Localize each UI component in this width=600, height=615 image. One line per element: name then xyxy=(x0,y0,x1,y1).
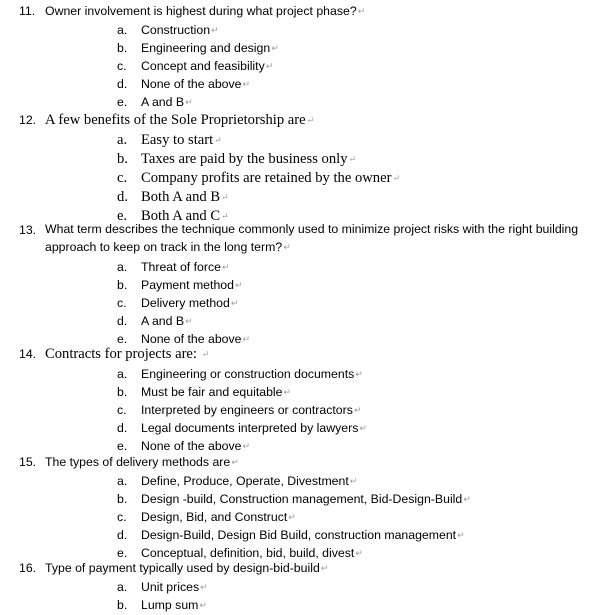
option-d: d. Legal documents interpreted by lawyers↵ xyxy=(117,421,367,435)
question-13 xyxy=(0,221,600,348)
question-15 xyxy=(0,453,600,562)
option-e: e. None of the above↵ xyxy=(117,332,251,346)
question-text: What term describes the technique commonly used to minimize project risks with the right building approach to keep on track in the long term? xyxy=(45,222,579,254)
question-number: 11. xyxy=(19,4,36,18)
question-text: Owner involvement is highest during what project phase? xyxy=(45,4,357,18)
option-b: b. Payment method↵ xyxy=(117,278,243,292)
option-a: a. Engineering or construction documents↵ xyxy=(117,367,363,381)
options-list xyxy=(0,258,600,348)
option-c: c. Company profits are retained by the owner↵ xyxy=(117,170,400,186)
question-number: 13. xyxy=(19,223,37,237)
option-a: a. Construction↵ xyxy=(117,23,219,37)
option-e: e. Conceptual, definition, bid, build, divest↵ xyxy=(117,546,363,560)
option-d: d. Design-Build, Design Bid Build, construction management↵ xyxy=(117,528,465,542)
question-text: The types of delivery methods are xyxy=(45,455,231,469)
option-b: b. Lump sum↵ xyxy=(117,598,207,612)
option-b: b. Taxes are paid by the business only↵ xyxy=(117,151,357,167)
option-c: c. Delivery method↵ xyxy=(117,296,239,310)
question-11 xyxy=(0,2,600,111)
question-number: 15. xyxy=(19,455,37,469)
option-b: b. Design -build, Construction management, Bid-Design-Build↵ xyxy=(117,492,471,506)
options-list xyxy=(0,131,600,226)
question-12 xyxy=(0,111,600,226)
question-number: 16. xyxy=(19,561,37,575)
question-text: Type of payment typically used by design-bid-build xyxy=(45,561,320,575)
option-a: a. Unit prices↵ xyxy=(117,580,208,594)
options-list xyxy=(0,21,600,111)
paragraph-mark: ↵ xyxy=(320,563,329,573)
paragraph-mark: ↵ xyxy=(306,115,315,125)
option-e: e. None of the above↵ xyxy=(117,439,251,453)
option-a: a. Threat of force↵ xyxy=(117,260,230,274)
paragraph-mark: ↵ xyxy=(283,241,291,252)
paragraph-mark: ↵ xyxy=(357,6,366,16)
question-16 xyxy=(0,559,600,614)
option-c: c. Interpreted by engineers or contractors↵ xyxy=(117,403,362,417)
question-14 xyxy=(0,345,600,455)
question-text: Contracts for projects are: xyxy=(45,346,197,362)
option-c: c. Concept and feasibility↵ xyxy=(117,59,274,73)
paragraph-mark: ↵ xyxy=(201,349,210,359)
paragraph-mark: ↵ xyxy=(231,457,239,467)
option-a: a. Easy to start↵ xyxy=(117,132,222,148)
option-e: e. Both A and C↵ xyxy=(117,208,229,224)
option-e: e. A and B↵ xyxy=(117,95,193,109)
question-text: A few benefits of the Sole Proprietorship are xyxy=(45,112,306,128)
option-b: b. Must be fair and equitable↵ xyxy=(117,385,292,399)
option-c: c. Design, Bid, and Construct↵ xyxy=(117,510,296,524)
option-d: d. None of the above↵ xyxy=(117,77,251,91)
options-list xyxy=(0,365,600,455)
question-number: 14. xyxy=(19,347,37,361)
option-a: a. Define, Produce, Operate, Divestment↵ xyxy=(117,474,358,488)
option-d: d. A and B↵ xyxy=(117,314,193,328)
question-number: 12. xyxy=(19,113,37,127)
options-list xyxy=(0,472,600,562)
option-b: b. Engineering and design↵ xyxy=(117,41,279,55)
option-d: d. Both A and B↵ xyxy=(117,189,229,205)
options-list xyxy=(0,578,600,614)
